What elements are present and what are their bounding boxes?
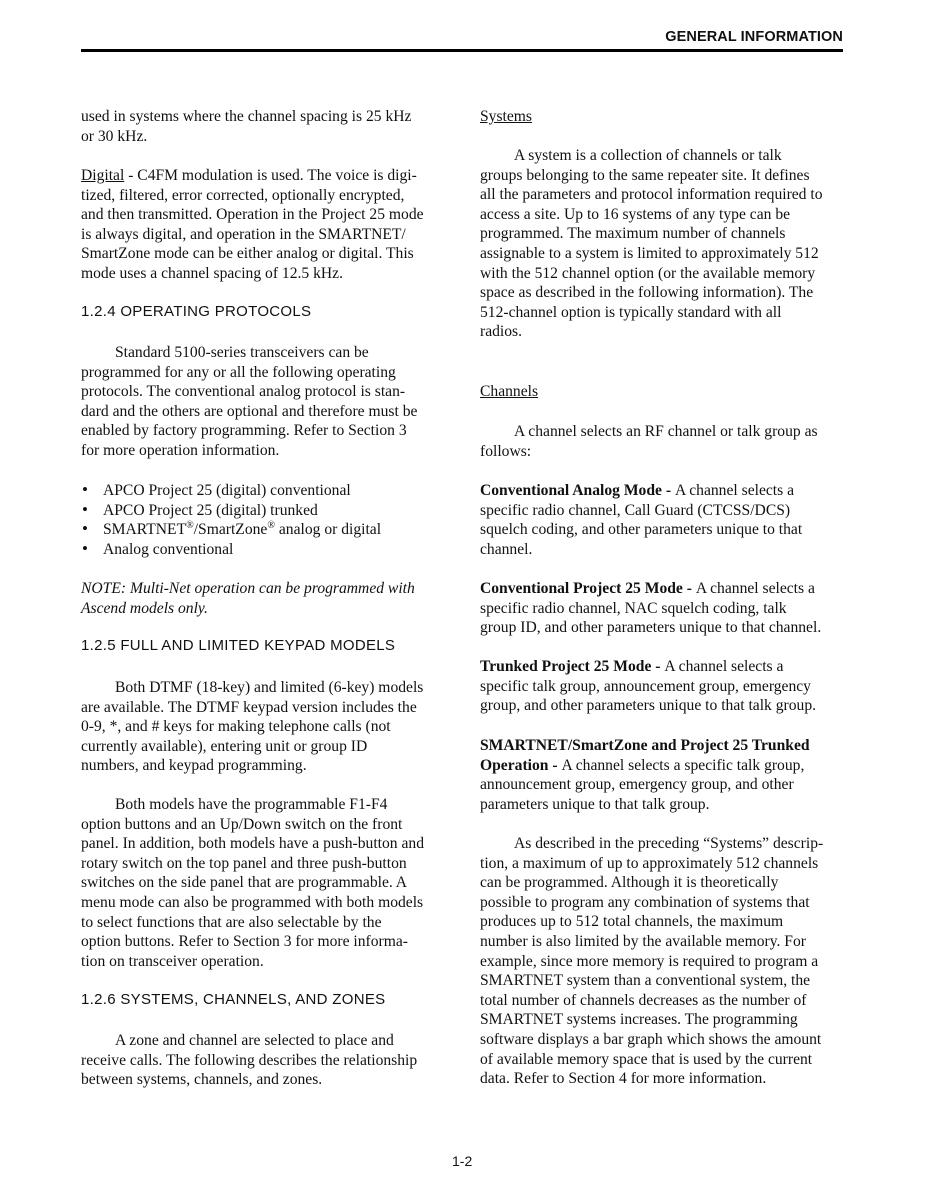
text-line: option buttons. Refer to Section 3 for more informa- bbox=[81, 933, 408, 951]
text-line: specific radio channel, NAC squelch coding, talk bbox=[480, 599, 787, 617]
text-line: 0-9, *, and # keys for making telephone calls (not bbox=[81, 718, 391, 736]
text-line: possible to program any combination of systems that bbox=[480, 893, 810, 911]
text-line: group, and other parameters unique to that talk group. bbox=[480, 697, 817, 715]
text-line: specific radio channel, Call Guard (CTCSS/DCS) bbox=[480, 501, 791, 519]
text-line: between systems, channels, and zones. bbox=[81, 1071, 323, 1089]
text-line: SMARTNET systems increases. The programming bbox=[480, 1011, 798, 1029]
text-line bbox=[480, 756, 810, 776]
subheading-systems bbox=[480, 107, 532, 127]
heading-keypad-models: 1.2.5 FULL AND LIMITED KEYPAD MODELS bbox=[81, 637, 396, 654]
text-span: A channel selects a bbox=[695, 580, 815, 597]
text-line: specific talk group, announcement group, emergency bbox=[480, 677, 811, 695]
paragraph-smartnet bbox=[480, 736, 810, 814]
text-line: total number of channels decreases as the number of bbox=[480, 991, 807, 1009]
text-line: SmartZone mode can be either analog or digital. This bbox=[81, 245, 414, 263]
bold-lead: Conventional Analog Mode - bbox=[480, 482, 675, 499]
text-line bbox=[81, 599, 415, 619]
text-line bbox=[480, 736, 810, 756]
text-line: Both models have the programmable F1-F4 bbox=[115, 796, 388, 813]
text-line: Standard 5100-series transceivers can be bbox=[115, 344, 369, 361]
text-line: option buttons and an Up/Down switch on the front bbox=[81, 815, 403, 833]
text-line: and then transmitted. Operation in the Project 25 mode bbox=[81, 206, 424, 224]
text-line: all the parameters and protocol information required to bbox=[480, 186, 823, 204]
text-line bbox=[480, 382, 538, 402]
text-span: Digital bbox=[81, 167, 125, 184]
text-line: programmed for any or all the following operating bbox=[81, 363, 396, 381]
text-line: panel. In addition, both models have a push-button and bbox=[81, 835, 424, 853]
text-line: example, since more memory is required to program a bbox=[480, 952, 819, 970]
text-line: squelch coding, and other parameters unique to that bbox=[480, 521, 803, 539]
paragraph-digital bbox=[81, 166, 424, 284]
text-line: mode uses a channel spacing of 12.5 kHz. bbox=[81, 264, 343, 282]
list-item bbox=[81, 520, 381, 540]
text-line: to select functions that are also selectable by the bbox=[81, 913, 382, 931]
text-line: data. Refer to Section 4 for more information. bbox=[480, 1070, 767, 1088]
text-span: /SmartZone bbox=[193, 521, 268, 539]
text-line: follows: bbox=[480, 442, 532, 460]
text-span: A channel selects a bbox=[674, 482, 795, 499]
paragraph-channel-spacing bbox=[81, 107, 411, 146]
bold-lead: Conventional Project 25 Mode - bbox=[480, 580, 696, 597]
paragraph-keypad-buttons bbox=[81, 795, 424, 971]
text-line: assignable to a system is limited to approximately 512 bbox=[480, 244, 819, 262]
page-number: 1-2 bbox=[452, 1153, 473, 1169]
text-line: tion on transceiver operation. bbox=[81, 952, 264, 970]
text-line: space as described in the following information). The bbox=[480, 284, 814, 302]
text-span: A channel selects a specific talk group, bbox=[561, 756, 805, 774]
bold-lead: Operation - bbox=[480, 756, 562, 774]
text-span: Systems bbox=[480, 108, 532, 125]
text-line: or 30 kHz. bbox=[81, 127, 148, 145]
text-line: dard and the others are optional and therefore must be bbox=[81, 402, 418, 420]
text-line: with the 512 channel option (or the available memory bbox=[480, 264, 816, 282]
text-line: groups belonging to the same repeater site. It defines bbox=[480, 166, 810, 184]
paragraph-channels bbox=[480, 422, 818, 461]
header-rule bbox=[81, 49, 843, 52]
subheading-channels bbox=[480, 382, 538, 402]
text-line: menu mode can also be programmed with both models bbox=[81, 893, 424, 911]
text-line: can be programmed. Although it is theoretically bbox=[480, 874, 779, 892]
text-line: radios. bbox=[480, 323, 523, 341]
paragraph-keypad-dtmf bbox=[81, 678, 423, 776]
heading-operating-protocols: 1.2.4 OPERATING PROTOCOLS bbox=[81, 303, 312, 320]
text-line: tized, filtered, error corrected, optionally encrypted, bbox=[81, 186, 405, 204]
paragraph-protocols bbox=[81, 343, 417, 461]
text-line bbox=[480, 579, 821, 599]
text-line: software displays a bar graph which shows the amount bbox=[480, 1030, 822, 1048]
text-line bbox=[480, 657, 816, 677]
text-line: rotary switch on the top panel and three push-button bbox=[81, 854, 407, 872]
text-line: for more operation information. bbox=[81, 441, 280, 459]
text-line: receive calls. The following describes the relationship bbox=[81, 1051, 418, 1069]
text-line: enabled by factory programming. Refer to Section 3 bbox=[81, 422, 407, 440]
text-line: A zone and channel are selected to place and bbox=[115, 1032, 394, 1049]
text-line: access a site. Up to 16 systems of any type can be bbox=[480, 205, 791, 223]
list-item: • Analog conventional bbox=[81, 540, 381, 560]
text-span: Channels bbox=[480, 383, 539, 400]
list-item: • APCO Project 25 (digital) conventional bbox=[81, 481, 381, 501]
paragraph-zones bbox=[81, 1031, 417, 1090]
paragraph-conventional-p25 bbox=[480, 579, 821, 638]
registered-mark: ® bbox=[186, 520, 194, 531]
text-span: Ascend models only. bbox=[81, 599, 208, 617]
registered-mark: ® bbox=[267, 520, 275, 531]
text-line: 512-channel option is typically standard with all bbox=[480, 303, 782, 321]
text-line: are available. The DTMF keypad version includes the bbox=[81, 698, 417, 716]
text-span: NOTE: Multi-Net operation can be programmed with bbox=[81, 580, 415, 597]
text-line: group ID, and other parameters unique to that channel. bbox=[480, 619, 822, 637]
paragraph-trunked-p25 bbox=[480, 657, 816, 716]
text-span: A channel selects a bbox=[664, 658, 784, 675]
text-span: SMARTNET bbox=[103, 521, 187, 539]
paragraph-systems bbox=[480, 146, 823, 342]
text-line: used in systems where the channel spacing is 25 kHz bbox=[81, 108, 412, 125]
text-line: tion, a maximum of up to approximately 512 channels bbox=[480, 854, 819, 872]
bold-lead: Trunked Project 25 Mode - bbox=[480, 658, 665, 675]
text-line: A channel selects an RF channel or talk group as bbox=[514, 423, 818, 440]
text-line bbox=[480, 481, 802, 501]
text-line: produces up to 512 total channels, the maximum bbox=[480, 913, 784, 931]
running-header: GENERAL INFORMATION bbox=[665, 29, 843, 45]
text-line: As described in the preceding “Systems” descrip- bbox=[514, 835, 824, 852]
text-line: A system is a collection of channels or talk bbox=[514, 147, 782, 164]
bold-lead: SMARTNET/SmartZone and Project 25 Trunked bbox=[480, 737, 810, 754]
text-line bbox=[81, 166, 424, 186]
paragraph-memory bbox=[480, 834, 823, 1089]
note-multinet bbox=[81, 579, 415, 618]
text-line: of available memory space that is used by the current bbox=[480, 1050, 813, 1068]
text-line: announcement group, emergency group, and other bbox=[480, 776, 794, 794]
text-line: number is also limited by the available memory. For bbox=[480, 932, 806, 950]
text-line bbox=[480, 107, 532, 127]
text-line: is always digital, and operation in the SMARTNET/ bbox=[81, 225, 406, 243]
text-span: analog or digital bbox=[274, 521, 382, 539]
heading-systems-channels-zones: 1.2.6 SYSTEMS, CHANNELS, AND ZONES bbox=[81, 991, 386, 1008]
paragraph-conventional-analog bbox=[480, 481, 802, 559]
protocol-bullet-list bbox=[81, 481, 381, 559]
text-line: parameters unique to that talk group. bbox=[480, 795, 710, 813]
text-line: numbers, and keypad programming. bbox=[81, 757, 307, 775]
text-line bbox=[81, 579, 415, 599]
list-item: • APCO Project 25 (digital) trunked bbox=[81, 501, 381, 521]
text-line: programmed. The maximum number of channels bbox=[480, 225, 786, 243]
text-span: - C4FM modulation is used. The voice is digi- bbox=[124, 167, 417, 184]
text-line: currently available), entering unit or group ID bbox=[81, 737, 368, 755]
text-line: SMARTNET system than a conventional system, the bbox=[480, 972, 811, 990]
text-line: Both DTMF (18-key) and limited (6-key) models bbox=[115, 679, 424, 696]
text-line: channel. bbox=[480, 540, 533, 558]
text-line: switches on the side panel that are programmable. A bbox=[81, 874, 408, 892]
text-line: protocols. The conventional analog protocol is stan- bbox=[81, 383, 406, 401]
